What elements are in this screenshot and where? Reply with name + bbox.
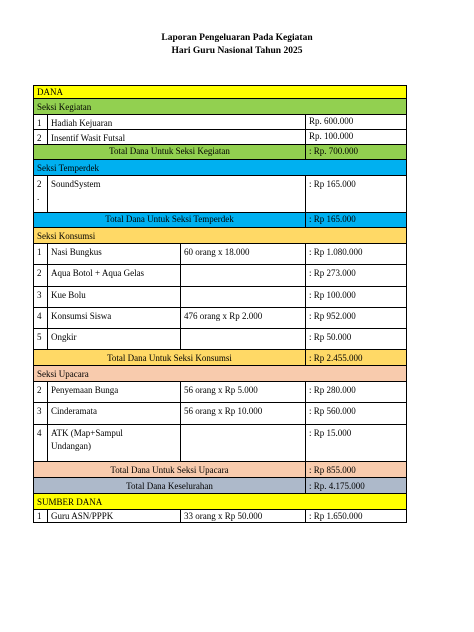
- item-quantity: [180, 425, 305, 462]
- upacara-header: Seksi Upacara: [33, 366, 407, 382]
- item-quantity: [180, 287, 305, 308]
- total-label: Total Dana Untuk Seksi Temperdek: [33, 213, 305, 228]
- temperdek-header-row: [33, 160, 407, 176]
- item-amount: : Rp 1.650.000: [305, 510, 407, 523]
- item-amount: : Rp 165.000: [305, 176, 407, 213]
- item-number: 2: [33, 130, 47, 145]
- table-row: [33, 265, 407, 287]
- item-description: Hadiah Kejuaran: [47, 115, 305, 130]
- report-title-line1: Laporan Pengeluaran Pada Kegiatan: [161, 33, 313, 43]
- item-description: Insentif Wasit Futsal: [47, 130, 305, 145]
- grand-total-amount: : Rp. 4.175.000: [305, 478, 407, 494]
- total-amount: : Rp. 700.000: [305, 145, 407, 160]
- table-row: [33, 382, 407, 403]
- item-description: [47, 425, 180, 462]
- item-description: Kue Bolu: [47, 287, 180, 308]
- item-amount: : Rp 273.000: [305, 265, 407, 287]
- item-description-line1: ATK (Map+Sampul: [51, 428, 123, 438]
- table-row: [33, 115, 407, 130]
- konsumsi-total-row: [33, 350, 407, 366]
- item-amount: : Rp 280.000: [305, 382, 407, 403]
- item-number: 3: [33, 287, 47, 308]
- item-number-extra: .: [37, 192, 40, 203]
- table-row: [33, 176, 407, 213]
- item-number: 4: [33, 308, 47, 329]
- item-amount: : Rp 560.000: [305, 403, 407, 425]
- table-row: [33, 510, 407, 523]
- item-quantity: [180, 329, 305, 350]
- item-quantity: [180, 265, 305, 287]
- upacara-header-row: [33, 366, 407, 382]
- item-number: 1: [33, 115, 47, 130]
- item-description: Aqua Botol + Aqua Gelas: [47, 265, 180, 287]
- table-row: [33, 329, 407, 350]
- item-quantity: 56 orang x Rp 10.000: [180, 403, 305, 425]
- item-number: 4: [33, 425, 47, 462]
- item-number-value: 2: [37, 179, 42, 189]
- table-row: [33, 130, 407, 145]
- item-amount: : Rp 1.080.000: [305, 244, 407, 265]
- item-number: 2: [33, 265, 47, 287]
- item-number: [33, 176, 47, 213]
- item-number: 1: [33, 244, 47, 265]
- upacara-total-row: [33, 462, 407, 478]
- dana-header: DANA: [33, 85, 407, 99]
- total-amount: : Rp 855.000: [305, 462, 407, 478]
- total-label: Total Dana Untuk Seksi Upacara: [33, 462, 305, 478]
- item-description-line2: Undangan): [51, 441, 91, 452]
- item-description: SoundSystem: [47, 176, 305, 213]
- total-amount: : Rp 165.000: [305, 213, 407, 228]
- table-row: [33, 244, 407, 265]
- grand-total-label: Total Dana Keselurahan: [33, 478, 305, 494]
- table-row: [33, 403, 407, 425]
- item-amount: Rp. 100.000: [305, 130, 407, 145]
- konsumsi-header: Seksi Konsumsi: [33, 228, 407, 244]
- table-row: [33, 287, 407, 308]
- item-quantity: 33 orang x Rp 50.000: [180, 510, 305, 523]
- item-quantity: 56 orang x Rp 5.000: [180, 382, 305, 403]
- item-number: 5: [33, 329, 47, 350]
- item-number: 3: [33, 403, 47, 425]
- grand-total-row: [33, 478, 407, 494]
- kegiatan-total-row: [33, 145, 407, 160]
- item-description: Penyemaan Bunga: [47, 382, 180, 403]
- table-row: [33, 308, 407, 329]
- sumber-header: SUMBER DANA: [33, 494, 407, 510]
- konsumsi-header-row: [33, 228, 407, 244]
- item-amount: : Rp 15.000: [305, 425, 407, 462]
- item-amount: : Rp 100.000: [305, 287, 407, 308]
- total-amount: : Rp 2.455.000: [305, 350, 407, 366]
- report-title-line2: Hari Guru Nasional Tahun 2025: [171, 46, 303, 56]
- item-description: Nasi Bungkus: [47, 244, 180, 265]
- kegiatan-header: Seksi Kegiatan: [33, 99, 407, 115]
- table-row: [33, 425, 407, 462]
- temperdek-header: Seksi Temperdek: [33, 160, 407, 176]
- item-amount: : Rp 50.000: [305, 329, 407, 350]
- total-label: Total Dana Untuk Seksi Konsumsi: [33, 350, 305, 366]
- item-description: Konsumsi Siswa: [47, 308, 180, 329]
- item-description: Ongkir: [47, 329, 180, 350]
- item-quantity: 60 orang x 18.000: [180, 244, 305, 265]
- dana-header-row: [33, 85, 407, 99]
- item-number: 2: [33, 382, 47, 403]
- item-quantity: 476 orang x Rp 2.000: [180, 308, 305, 329]
- item-amount: : Rp 952.000: [305, 308, 407, 329]
- item-description: Guru ASN/PPPK: [47, 510, 180, 523]
- item-amount: Rp. 600.000: [305, 115, 407, 130]
- item-number: 1: [33, 510, 47, 523]
- temperdek-total-row: [33, 213, 407, 228]
- total-label: Total Dana Untuk Seksi Kegiatan: [33, 145, 305, 160]
- item-description: Cinderamata: [47, 403, 180, 425]
- sumber-header-row: [33, 494, 407, 510]
- kegiatan-header-row: [33, 99, 407, 115]
